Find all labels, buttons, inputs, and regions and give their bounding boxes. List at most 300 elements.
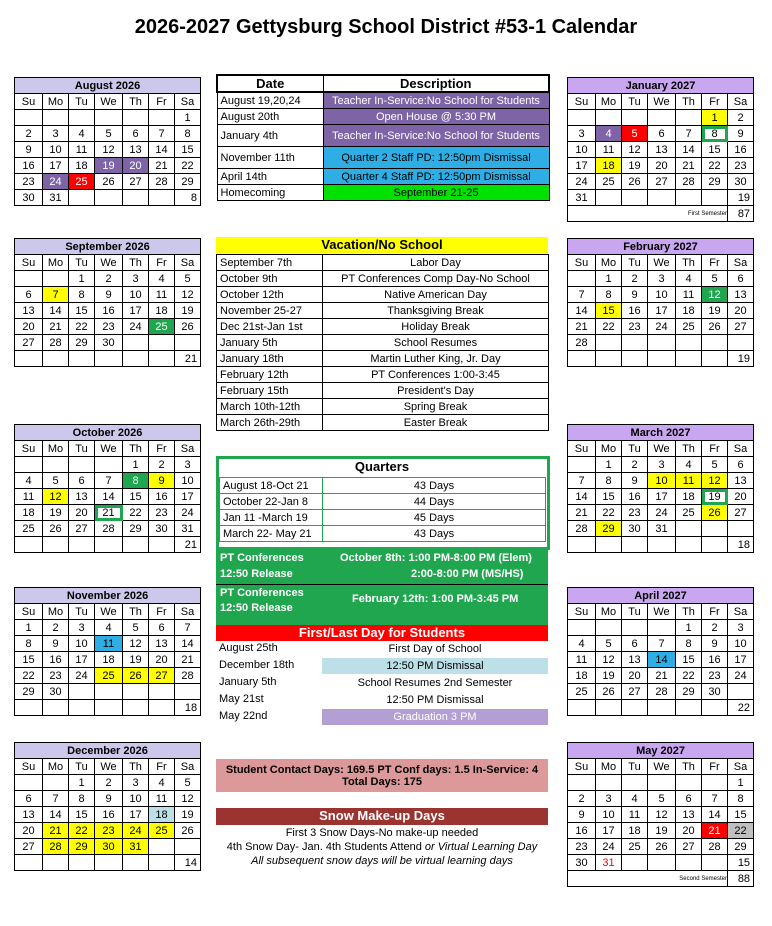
weekday-label: Su — [15, 604, 43, 620]
month-total-days: 22 — [728, 700, 754, 716]
day-cell: 29 — [728, 839, 754, 855]
vacation-desc: School Resumes — [323, 335, 549, 351]
weekday-label: Th — [676, 255, 702, 271]
day-cell: 22 — [676, 668, 702, 684]
month-total-days: 21 — [175, 351, 201, 367]
empty-cell — [702, 537, 728, 553]
day-cell: 10 — [69, 636, 95, 652]
day-cell: 2 — [95, 271, 123, 287]
day-cell: 23 — [43, 668, 69, 684]
vacation-desc: Holiday Break — [323, 319, 549, 335]
pt1-label-b: 12:50 Release — [220, 568, 293, 580]
vacation-date: January 18th — [217, 351, 323, 367]
day-cell: 9 — [568, 807, 596, 823]
day-cell: 24 — [69, 668, 95, 684]
event-desc: Teacher In-Service:No School for Students — [323, 125, 549, 147]
day-cell: 4 — [676, 457, 702, 473]
empty-cell — [596, 190, 622, 206]
vacation-desc: Thanksgiving Break — [323, 303, 549, 319]
weekday-label: Mo — [596, 759, 622, 775]
day-cell: 6 — [728, 271, 754, 287]
month-header: September 2026 — [15, 239, 201, 255]
empty-cell — [15, 351, 43, 367]
day-cell: 2 — [149, 457, 175, 473]
empty-cell — [43, 855, 69, 871]
day-cell: 8 — [69, 791, 95, 807]
day-cell: 4 — [149, 271, 175, 287]
day-cell: 28 — [702, 839, 728, 855]
calendar-march-2027 — [567, 424, 754, 553]
weekday-label: Sa — [728, 604, 754, 620]
day-cell: 4 — [95, 620, 123, 636]
weekday-label: Tu — [69, 441, 95, 457]
day-cell: 12 — [175, 287, 201, 303]
day-cell: 21 — [43, 823, 69, 839]
day-cell: 29 — [676, 684, 702, 700]
day-cell: 11 — [596, 142, 622, 158]
day-cell: 2 — [702, 620, 728, 636]
day-cell: 8 — [175, 126, 201, 142]
day-cell: 21 — [676, 158, 702, 174]
day-cell: 28 — [568, 521, 596, 537]
firstlast-desc: Graduation 3 PM — [322, 709, 548, 725]
day-cell: 27 — [15, 839, 43, 855]
day-cell: 30 — [15, 190, 43, 206]
weekday-label: Sa — [728, 255, 754, 271]
quarter-days: 43 Days — [323, 478, 546, 494]
day-cell: 30 — [95, 839, 123, 855]
day-cell: 7 — [43, 791, 69, 807]
day-cell: 28 — [43, 839, 69, 855]
day-cell: 13 — [728, 473, 754, 489]
day-cell: 19 — [95, 158, 123, 174]
day-cell: 10 — [43, 142, 69, 158]
empty-cell — [69, 190, 95, 206]
empty-cell — [568, 271, 596, 287]
empty-cell — [648, 775, 676, 791]
day-cell: 30 — [728, 174, 754, 190]
day-cell: 22 — [15, 668, 43, 684]
weekday-label: We — [648, 94, 676, 110]
day-cell: 11 — [149, 791, 175, 807]
empty-cell — [123, 684, 149, 700]
day-cell: 3 — [728, 620, 754, 636]
day-cell: 12 — [702, 287, 728, 303]
day-cell: 9 — [622, 287, 648, 303]
day-cell: 14 — [95, 489, 123, 505]
month-header: February 2027 — [568, 239, 754, 255]
vacation-date: October 9th — [217, 271, 323, 287]
empty-cell — [622, 775, 648, 791]
day-cell: 18 — [149, 303, 175, 319]
day-cell: 1 — [676, 620, 702, 636]
day-cell: 13 — [622, 652, 648, 668]
day-cell: 31 — [596, 855, 622, 871]
day-cell: 24 — [648, 505, 676, 521]
day-cell: 24 — [43, 174, 69, 190]
empty-cell — [149, 190, 175, 206]
firstlast-desc: 12:50 PM Dismissal — [322, 658, 548, 674]
day-cell: 9 — [702, 636, 728, 652]
day-cell: 9 — [95, 791, 123, 807]
empty-cell — [175, 839, 201, 855]
day-cell: 23 — [622, 319, 648, 335]
empty-cell — [728, 521, 754, 537]
day-cell: 21 — [149, 158, 175, 174]
day-cell: 5 — [702, 271, 728, 287]
vacation-date: Dec 21st-Jan 1st — [217, 319, 323, 335]
day-cell: 25 — [622, 839, 648, 855]
empty-cell — [702, 335, 728, 351]
weekday-label: We — [648, 604, 676, 620]
empty-cell — [149, 110, 175, 126]
day-cell: 14 — [149, 142, 175, 158]
day-cell: 11 — [568, 652, 596, 668]
empty-cell — [648, 335, 676, 351]
day-cell: 17 — [123, 807, 149, 823]
day-cell: 19 — [43, 505, 69, 521]
day-cell: 20 — [728, 303, 754, 319]
weekday-label: We — [95, 441, 123, 457]
weekday-label: Su — [15, 94, 43, 110]
day-cell: 30 — [622, 521, 648, 537]
day-cell: 14 — [702, 807, 728, 823]
calendar-january-2027 — [567, 77, 754, 222]
day-cell: 21 — [648, 668, 676, 684]
day-cell: 11 — [95, 636, 123, 652]
vacation-date: February 12th — [217, 367, 323, 383]
weekday-label: We — [648, 441, 676, 457]
day-cell: 25 — [676, 319, 702, 335]
day-cell: 22 — [728, 823, 754, 839]
day-cell: 15 — [69, 303, 95, 319]
day-cell: 21 — [568, 505, 596, 521]
empty-cell — [95, 684, 123, 700]
day-cell: 8 — [676, 636, 702, 652]
empty-cell — [123, 110, 149, 126]
day-cell: 22 — [596, 505, 622, 521]
day-cell: 10 — [175, 473, 201, 489]
weekday-label: Fr — [149, 604, 175, 620]
empty-cell — [43, 271, 69, 287]
day-cell: 13 — [15, 807, 43, 823]
day-cell: 27 — [728, 319, 754, 335]
day-cell: 27 — [728, 505, 754, 521]
day-cell: 8 — [596, 287, 622, 303]
empty-cell — [702, 855, 728, 871]
day-cell: 24 — [648, 319, 676, 335]
day-cell: 18 — [15, 505, 43, 521]
day-cell: 8 — [702, 126, 728, 142]
day-cell: 12 — [43, 489, 69, 505]
weekday-label: Su — [15, 441, 43, 457]
day-cell: 28 — [43, 335, 69, 351]
weekday-label: Tu — [69, 255, 95, 271]
day-cell: 22 — [69, 319, 95, 335]
weekday-label: Sa — [728, 759, 754, 775]
day-cell: 5 — [175, 775, 201, 791]
empty-cell — [43, 537, 69, 553]
day-cell: 28 — [95, 521, 123, 537]
day-cell: 12 — [702, 473, 728, 489]
month-total-days: 19 — [728, 190, 754, 206]
empty-cell — [622, 855, 648, 871]
day-cell: 16 — [702, 652, 728, 668]
weekday-label: Th — [123, 441, 149, 457]
day-cell: 18 — [676, 489, 702, 505]
day-cell: 4 — [69, 126, 95, 142]
quarter-date: August 18-Oct 21 — [220, 478, 323, 494]
day-cell: 19 — [622, 158, 648, 174]
empty-cell — [43, 457, 69, 473]
month-total-days: 18 — [728, 537, 754, 553]
weekday-label: Th — [123, 759, 149, 775]
day-cell: 12 — [596, 652, 622, 668]
day-cell: 1 — [596, 271, 622, 287]
day-cell: 10 — [648, 287, 676, 303]
day-cell: 14 — [648, 652, 676, 668]
day-cell: 7 — [568, 287, 596, 303]
weekday-label: We — [95, 255, 123, 271]
month-header: April 2027 — [568, 588, 754, 604]
empty-cell — [568, 537, 596, 553]
day-cell: 23 — [702, 668, 728, 684]
empty-cell — [69, 684, 95, 700]
day-cell: 21 — [702, 823, 728, 839]
empty-cell — [15, 855, 43, 871]
day-cell: 19 — [702, 489, 728, 505]
weekday-label: Th — [676, 441, 702, 457]
weekday-label: Sa — [175, 759, 201, 775]
empty-cell — [69, 110, 95, 126]
day-cell: 20 — [15, 823, 43, 839]
day-cell: 17 — [728, 652, 754, 668]
day-cell: 24 — [175, 505, 201, 521]
page-title: 2026-2027 Gettysburg School District #53-1 Calendar — [134, 16, 638, 38]
day-cell: 22 — [69, 823, 95, 839]
weekday-label: Su — [568, 604, 596, 620]
day-cell: 2 — [622, 271, 648, 287]
weekday-label: Th — [676, 759, 702, 775]
day-cell: 2 — [15, 126, 43, 142]
empty-cell — [728, 335, 754, 351]
weekday-label: Mo — [596, 604, 622, 620]
day-cell: 8 — [15, 636, 43, 652]
empty-cell — [622, 335, 648, 351]
vacation-desc: Labor Day — [323, 255, 549, 271]
day-cell: 4 — [568, 636, 596, 652]
weekday-label: Mo — [43, 759, 69, 775]
day-cell: 9 — [149, 473, 175, 489]
weekday-label: Fr — [149, 759, 175, 775]
month-header: August 2026 — [15, 78, 201, 94]
empty-cell — [149, 684, 175, 700]
vacation-date: March 10th-12th — [217, 399, 323, 415]
day-cell: 27 — [648, 174, 676, 190]
day-cell: 3 — [175, 457, 201, 473]
day-cell: 25 — [149, 823, 175, 839]
empty-cell — [676, 190, 702, 206]
month-header: December 2026 — [15, 743, 201, 759]
empty-cell — [69, 537, 95, 553]
event-desc: September 21-25 — [323, 185, 549, 201]
event-date: April 14th — [217, 169, 323, 185]
day-cell: 10 — [728, 636, 754, 652]
day-cell: 17 — [175, 489, 201, 505]
day-cell: 9 — [622, 473, 648, 489]
empty-cell — [648, 110, 676, 126]
day-cell: 17 — [69, 652, 95, 668]
vacation-date: October 12th — [217, 287, 323, 303]
day-cell: 16 — [95, 303, 123, 319]
empty-cell — [702, 190, 728, 206]
day-cell: 8 — [728, 791, 754, 807]
semester-total: 88 — [728, 871, 754, 887]
pt2-label-a: PT Conferences — [220, 587, 304, 599]
day-cell: 1 — [69, 271, 95, 287]
day-cell: 19 — [175, 807, 201, 823]
day-cell: 11 — [622, 807, 648, 823]
day-cell: 26 — [648, 839, 676, 855]
month-header: November 2026 — [15, 588, 201, 604]
day-cell: 15 — [15, 652, 43, 668]
event-desc: Quarter 4 Staff PD: 12:50pm Dismissal — [323, 169, 549, 185]
day-cell: 2 — [43, 620, 69, 636]
empty-cell — [43, 351, 69, 367]
semester-total: 87 — [728, 206, 754, 222]
day-cell: 30 — [95, 335, 123, 351]
empty-cell — [596, 110, 622, 126]
quarter-date: March 22- May 21 — [220, 526, 323, 542]
pt1-text-a: October 8th: 1:00 PM-8:00 PM (Elem) — [340, 552, 532, 564]
empty-cell — [622, 351, 648, 367]
day-cell: 5 — [622, 126, 648, 142]
month-header: January 2027 — [568, 78, 754, 94]
empty-cell — [123, 855, 149, 871]
day-cell: 18 — [676, 303, 702, 319]
vacation-table — [216, 254, 549, 431]
day-cell: 15 — [596, 489, 622, 505]
snow-line1: First 3 Snow Days-No make-up needed — [285, 827, 479, 839]
day-cell: 3 — [123, 775, 149, 791]
empty-cell — [149, 839, 175, 855]
empty-cell — [43, 110, 69, 126]
day-cell: 10 — [568, 142, 596, 158]
day-cell: 25 — [596, 174, 622, 190]
vacation-date: March 26th-29th — [217, 415, 323, 431]
day-cell: 7 — [43, 287, 69, 303]
empty-cell — [676, 700, 702, 716]
weekday-label: Sa — [175, 255, 201, 271]
day-cell: 15 — [596, 303, 622, 319]
day-cell: 27 — [676, 839, 702, 855]
day-cell: 16 — [15, 158, 43, 174]
day-cell: 12 — [123, 636, 149, 652]
vacation-date: February 15th — [217, 383, 323, 399]
day-cell: 7 — [676, 126, 702, 142]
day-cell: 23 — [728, 158, 754, 174]
weekday-label: Mo — [43, 441, 69, 457]
empty-cell — [648, 190, 676, 206]
day-cell: 10 — [648, 473, 676, 489]
day-cell: 29 — [69, 839, 95, 855]
day-cell: 5 — [123, 620, 149, 636]
empty-cell — [676, 521, 702, 537]
day-cell: 18 — [95, 652, 123, 668]
empty-cell — [622, 537, 648, 553]
day-cell: 8 — [123, 473, 149, 489]
empty-cell — [622, 110, 648, 126]
weekday-label: Su — [15, 759, 43, 775]
month-total-days: 18 — [175, 700, 201, 716]
empty-cell — [596, 335, 622, 351]
empty-cell — [149, 351, 175, 367]
pt2-text: February 12th: 1:00 PM-3:45 PM — [352, 593, 519, 605]
day-cell: 12 — [648, 807, 676, 823]
day-cell: 3 — [69, 620, 95, 636]
day-cell: 16 — [568, 823, 596, 839]
day-cell: 29 — [596, 521, 622, 537]
day-cell: 1 — [69, 775, 95, 791]
firstlast-date: May 22nd — [219, 710, 268, 722]
events-header-desc: Description — [323, 75, 549, 92]
empty-cell — [123, 335, 149, 351]
event-date: Homecoming — [217, 185, 323, 201]
empty-cell — [622, 190, 648, 206]
empty-cell — [15, 271, 43, 287]
day-cell: 28 — [648, 684, 676, 700]
day-cell: 2 — [622, 457, 648, 473]
vacation-date: November 25-27 — [217, 303, 323, 319]
day-cell: 19 — [175, 303, 201, 319]
weekday-label: Fr — [702, 604, 728, 620]
calendar-november-2026 — [14, 587, 201, 716]
day-cell: 26 — [95, 174, 123, 190]
day-cell: 10 — [123, 791, 149, 807]
day-cell: 6 — [69, 473, 95, 489]
day-cell: 6 — [15, 791, 43, 807]
day-cell: 15 — [728, 807, 754, 823]
day-cell: 7 — [702, 791, 728, 807]
day-cell: 1 — [702, 110, 728, 126]
empty-cell — [69, 855, 95, 871]
empty-cell — [676, 775, 702, 791]
calendar-september-2026 — [14, 238, 201, 367]
weekday-label: Mo — [596, 441, 622, 457]
empty-cell — [15, 457, 43, 473]
empty-cell — [568, 700, 596, 716]
firstlast-desc: First Day of School — [388, 643, 482, 655]
empty-cell — [568, 620, 596, 636]
day-cell: 27 — [123, 174, 149, 190]
day-cell: 4 — [676, 271, 702, 287]
day-cell: 3 — [43, 126, 69, 142]
weekday-label: We — [95, 604, 123, 620]
day-cell: 9 — [43, 636, 69, 652]
day-cell: 15 — [69, 807, 95, 823]
day-cell: 31 — [43, 190, 69, 206]
day-cell: 28 — [175, 668, 201, 684]
day-cell: 20 — [15, 319, 43, 335]
day-cell: 5 — [43, 473, 69, 489]
day-cell: 26 — [702, 505, 728, 521]
day-cell: 13 — [15, 303, 43, 319]
empty-cell — [596, 620, 622, 636]
weekday-label: Sa — [175, 441, 201, 457]
day-cell: 19 — [123, 652, 149, 668]
empty-cell — [596, 537, 622, 553]
firstlast-date: May 21st — [219, 693, 264, 705]
